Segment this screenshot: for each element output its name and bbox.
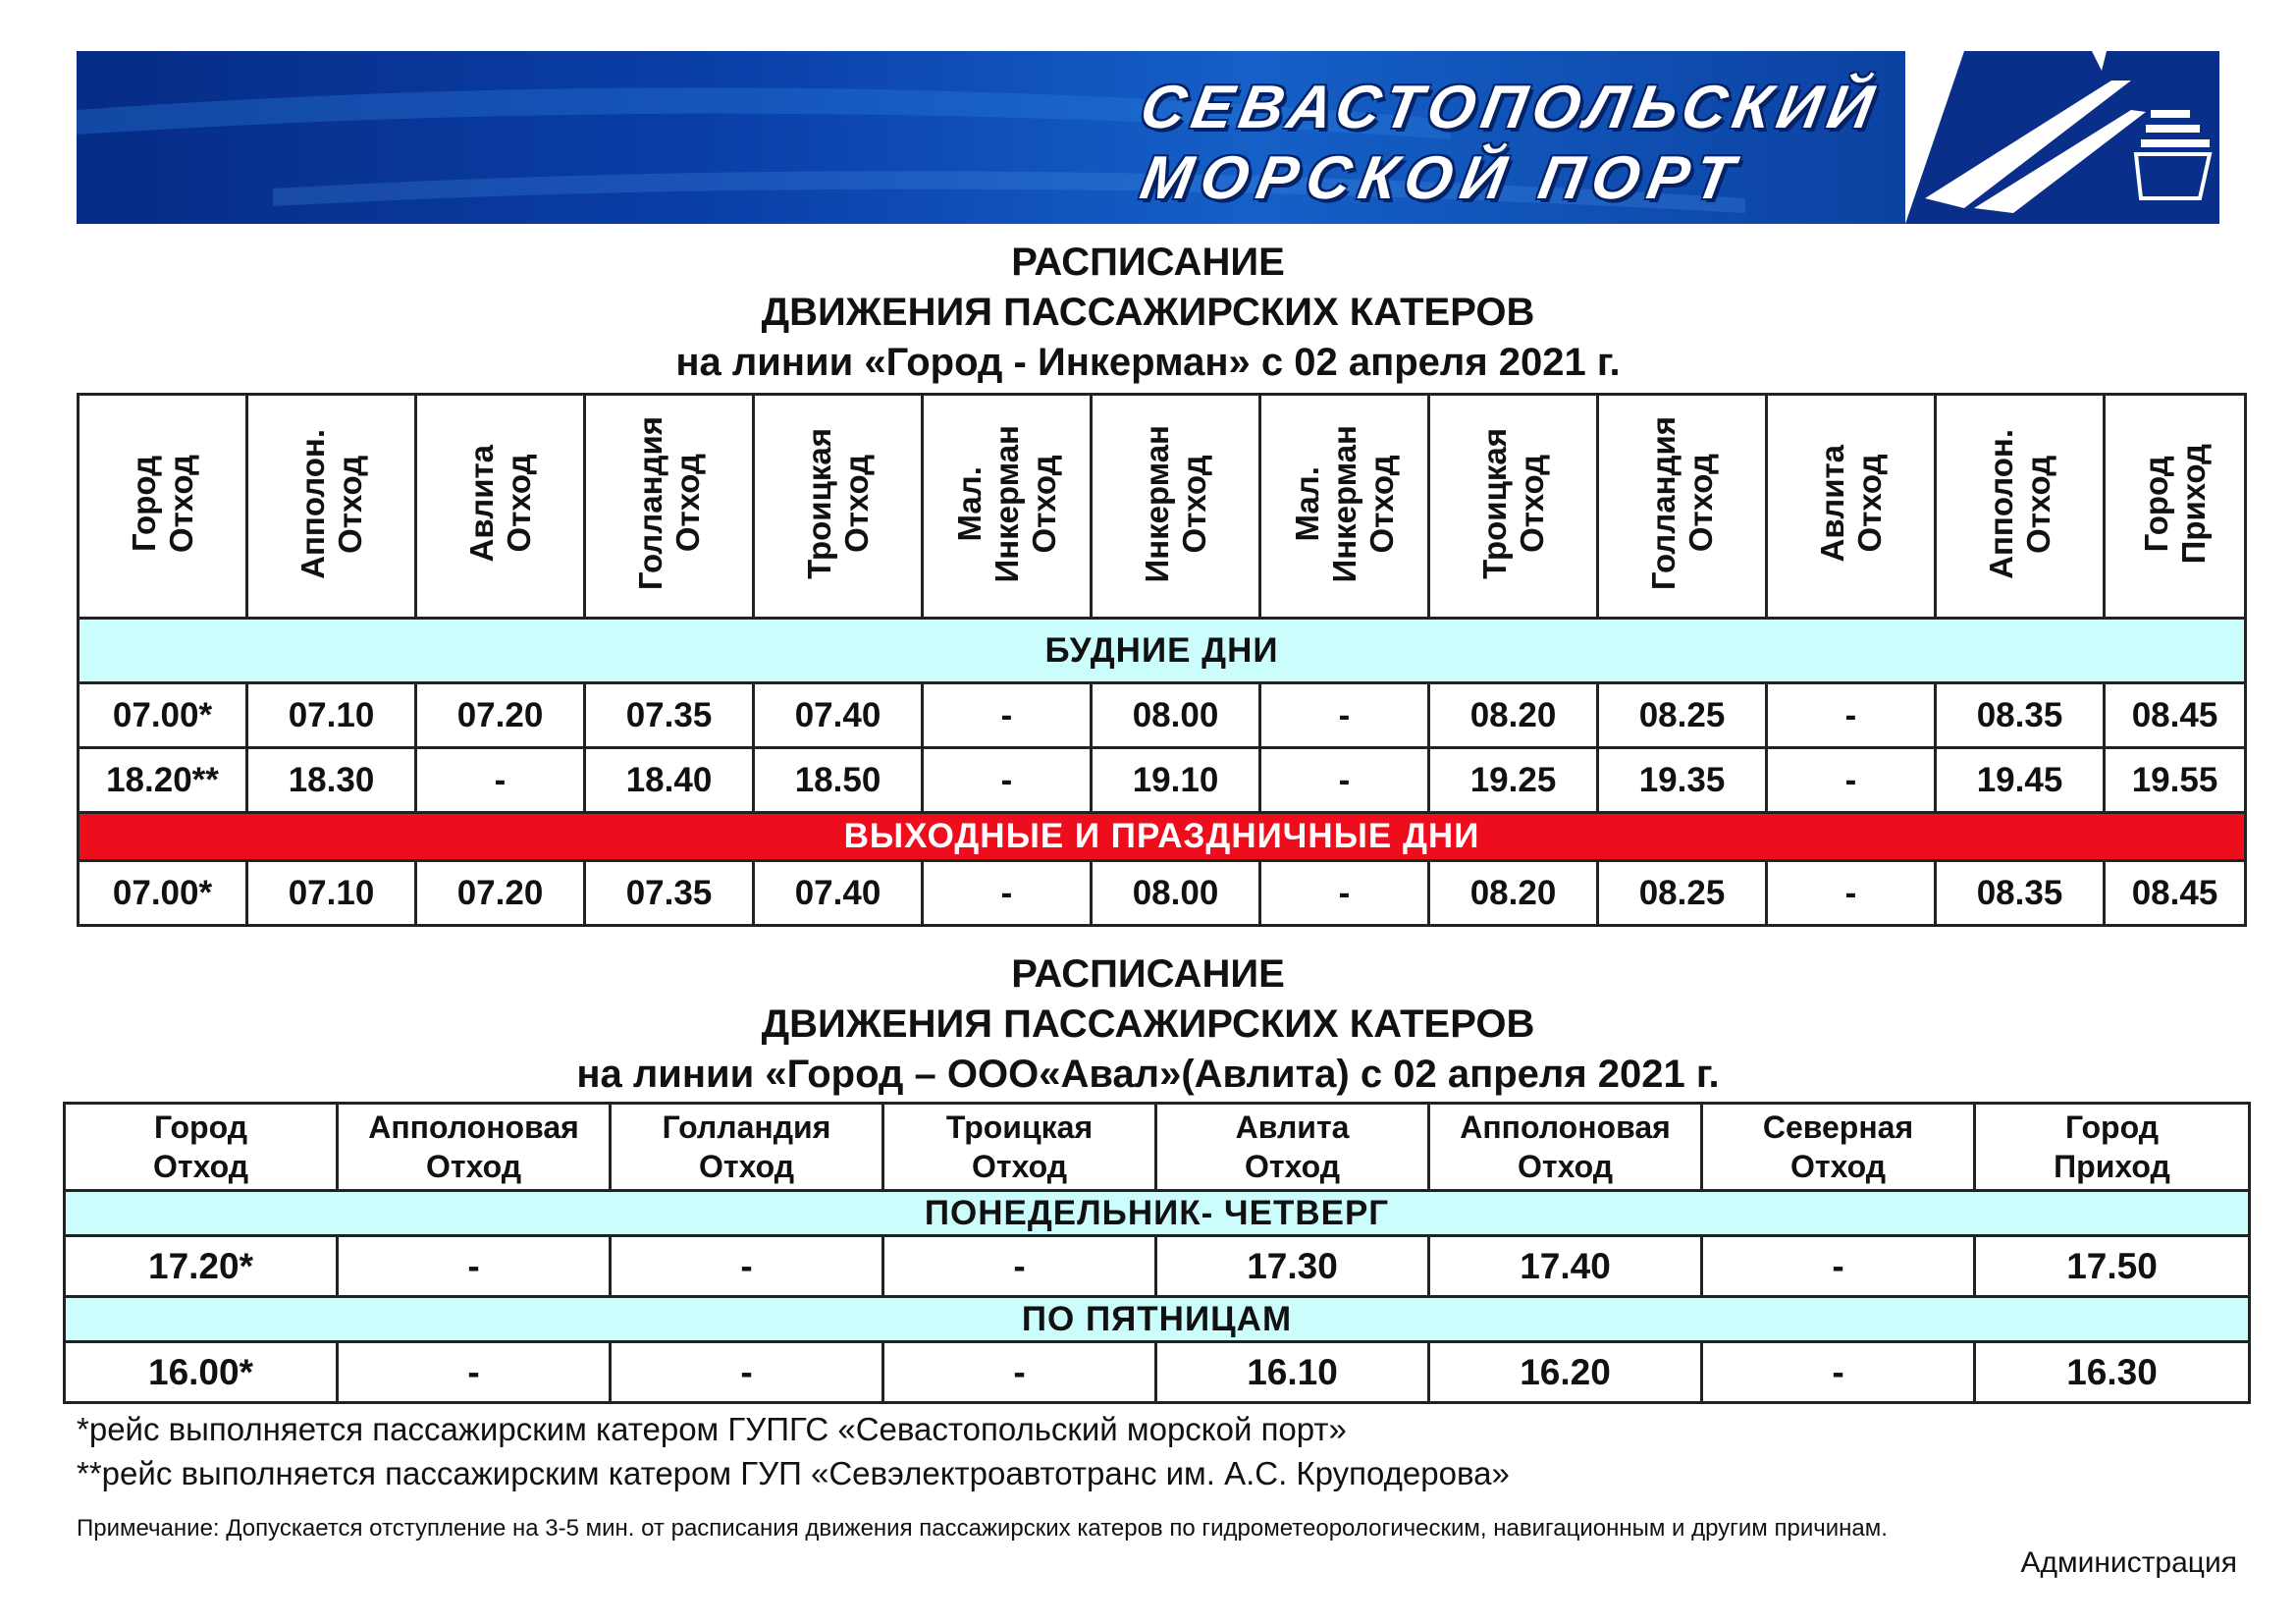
schedule2-title: РАСПИСАНИЕ — [1011, 952, 1285, 996]
column-header: Город Приход — [1975, 1104, 2250, 1191]
time-cell: 16.00* — [65, 1342, 338, 1403]
time-cell: - — [923, 861, 1092, 926]
friday-label: ПО ПЯТНИЦАМ — [65, 1297, 2250, 1342]
time-cell: - — [338, 1342, 611, 1403]
time-cell: 08.35 — [1936, 683, 2105, 748]
footnote-1: *рейс выполняется пассажирским катером ГУПГС «Севастопольский морской порт» — [77, 1411, 1347, 1447]
mon-thu-band-row — [65, 1191, 2250, 1236]
column-header: Авлита Отход — [1156, 1104, 1429, 1191]
time-cell: - — [1767, 748, 1936, 813]
header-row — [65, 1104, 2250, 1191]
time-cell: 16.20 — [1429, 1342, 1702, 1403]
column-header: Авлита Отход — [416, 395, 585, 619]
time-cell: 07.35 — [585, 861, 754, 926]
table-row — [65, 1342, 2250, 1403]
time-cell: - — [923, 683, 1092, 748]
time-cell: 18.30 — [247, 748, 416, 813]
time-cell: 07.40 — [754, 861, 923, 926]
column-header: Апполон. Отход — [247, 395, 416, 619]
time-cell: - — [1260, 861, 1429, 926]
time-cell: 08.25 — [1598, 683, 1767, 748]
schedule-table-inkerman — [77, 393, 2247, 927]
time-cell: 17.40 — [1429, 1236, 1702, 1297]
time-cell: 19.35 — [1598, 748, 1767, 813]
time-cell: - — [1260, 683, 1429, 748]
time-cell: 17.20* — [65, 1236, 338, 1297]
time-cell: - — [338, 1236, 611, 1297]
table-row — [79, 861, 2246, 926]
table-row — [65, 1236, 2250, 1297]
column-header: Троицкая Отход — [883, 1104, 1156, 1191]
time-cell: - — [1702, 1236, 1975, 1297]
logo-text-line1: СЕВАСТОПОЛЬСКИЙ — [1135, 74, 1886, 141]
weekend-label: ВЫХОДНЫЕ И ПРАЗДНИЧНЫЕ ДНИ — [79, 813, 2246, 861]
time-cell: 17.30 — [1156, 1236, 1429, 1297]
column-header: Голландия Отход — [1598, 395, 1767, 619]
footnote-2: **рейс выполняется пассажирским катером ГУП «Севэлектроавтотранс им. А.С. Круподерова» — [77, 1455, 1510, 1491]
time-cell: - — [611, 1342, 883, 1403]
time-cell: 16.30 — [1975, 1342, 2250, 1403]
column-header: Троицкая Отход — [754, 395, 923, 619]
header-banner — [77, 51, 2219, 224]
column-header: Мал. Инкерман Отход — [1260, 395, 1429, 619]
time-cell: - — [611, 1236, 883, 1297]
remark-note: Примечание: Допускается отступление на 3-5 мин. от расписания движения пассажирских катеров по гидрометеорологическим, навигационным и другим причинам. — [77, 1515, 1888, 1542]
time-cell: 08.45 — [2105, 861, 2246, 926]
time-cell: 16.10 — [1156, 1342, 1429, 1403]
weekdays-band-row — [79, 619, 2246, 683]
column-header: Голландия Отход — [611, 1104, 883, 1191]
schedule2-subtitle: ДВИЖЕНИЯ ПАССАЖИРСКИХ КАТЕРОВ — [761, 1002, 1535, 1046]
friday-band-row — [65, 1297, 2250, 1342]
time-cell: 08.20 — [1429, 683, 1598, 748]
time-cell: - — [883, 1236, 1156, 1297]
time-cell: 07.20 — [416, 683, 585, 748]
time-cell: - — [1260, 748, 1429, 813]
time-cell: 07.00* — [79, 683, 247, 748]
column-header: Апполон. Отход — [1936, 395, 2105, 619]
schedule2-route: на линии «Город – ООО«Авал»(Авлита) с 02 апреля 2021 г. — [576, 1053, 1720, 1096]
time-cell: 08.20 — [1429, 861, 1598, 926]
column-header: Город Отход — [65, 1104, 338, 1191]
column-header: Апполоновая Отход — [338, 1104, 611, 1191]
time-cell: 08.45 — [2105, 683, 2246, 748]
time-cell: - — [416, 748, 585, 813]
time-cell: 19.25 — [1429, 748, 1598, 813]
administration-signature: Администрация — [2020, 1546, 2237, 1579]
table-row — [79, 683, 2246, 748]
schedule-table-avlita — [63, 1102, 2251, 1404]
time-cell: - — [883, 1342, 1156, 1403]
mon-thu-label: ПОНЕДЕЛЬНИК- ЧЕТВЕРГ — [65, 1191, 2250, 1236]
time-cell: 19.55 — [2105, 748, 2246, 813]
time-cell: - — [923, 748, 1092, 813]
schedule1-subtitle: ДВИЖЕНИЯ ПАССАЖИРСКИХ КАТЕРОВ — [761, 291, 1535, 334]
time-cell: 18.50 — [754, 748, 923, 813]
weekdays-label: БУДНИЕ ДНИ — [79, 619, 2246, 683]
column-header: Апполоновая Отход — [1429, 1104, 1702, 1191]
column-header: Северная Отход — [1702, 1104, 1975, 1191]
time-cell: 07.10 — [247, 861, 416, 926]
column-header: Город Приход — [2105, 395, 2246, 619]
column-header: Город Отход — [79, 395, 247, 619]
time-cell: - — [1702, 1342, 1975, 1403]
time-cell: 17.50 — [1975, 1236, 2250, 1297]
time-cell: - — [1767, 683, 1936, 748]
time-cell: 08.25 — [1598, 861, 1767, 926]
table-row — [79, 748, 2246, 813]
time-cell: 08.00 — [1092, 861, 1260, 926]
schedule1-route: на линии «Город - Инкерман» с 02 апреля 2021 г. — [675, 341, 1621, 384]
schedule1-title: РАСПИСАНИЕ — [1011, 241, 1285, 284]
header-row — [79, 395, 2246, 619]
column-header: Инкерман Отход — [1092, 395, 1260, 619]
column-header: Голландия Отход — [585, 395, 754, 619]
time-cell: 18.40 — [585, 748, 754, 813]
column-header: Авлита Отход — [1767, 395, 1936, 619]
time-cell: 19.10 — [1092, 748, 1260, 813]
time-cell: 07.40 — [754, 683, 923, 748]
time-cell: 18.20** — [79, 748, 247, 813]
time-cell: - — [1767, 861, 1936, 926]
time-cell: 07.10 — [247, 683, 416, 748]
time-cell: 07.00* — [79, 861, 247, 926]
time-cell: 08.00 — [1092, 683, 1260, 748]
column-header: Троицкая Отход — [1429, 395, 1598, 619]
weekend-band-row — [79, 813, 2246, 861]
time-cell: 08.35 — [1936, 861, 2105, 926]
time-cell: 19.45 — [1936, 748, 2105, 813]
time-cell: 07.35 — [585, 683, 754, 748]
ship-emblem-icon — [1905, 51, 2219, 224]
time-cell: 07.20 — [416, 861, 585, 926]
column-header: Мал. Инкерман Отход — [923, 395, 1092, 619]
logo-text-line2: МОРСКОЙ ПОРТ — [1135, 144, 1748, 212]
